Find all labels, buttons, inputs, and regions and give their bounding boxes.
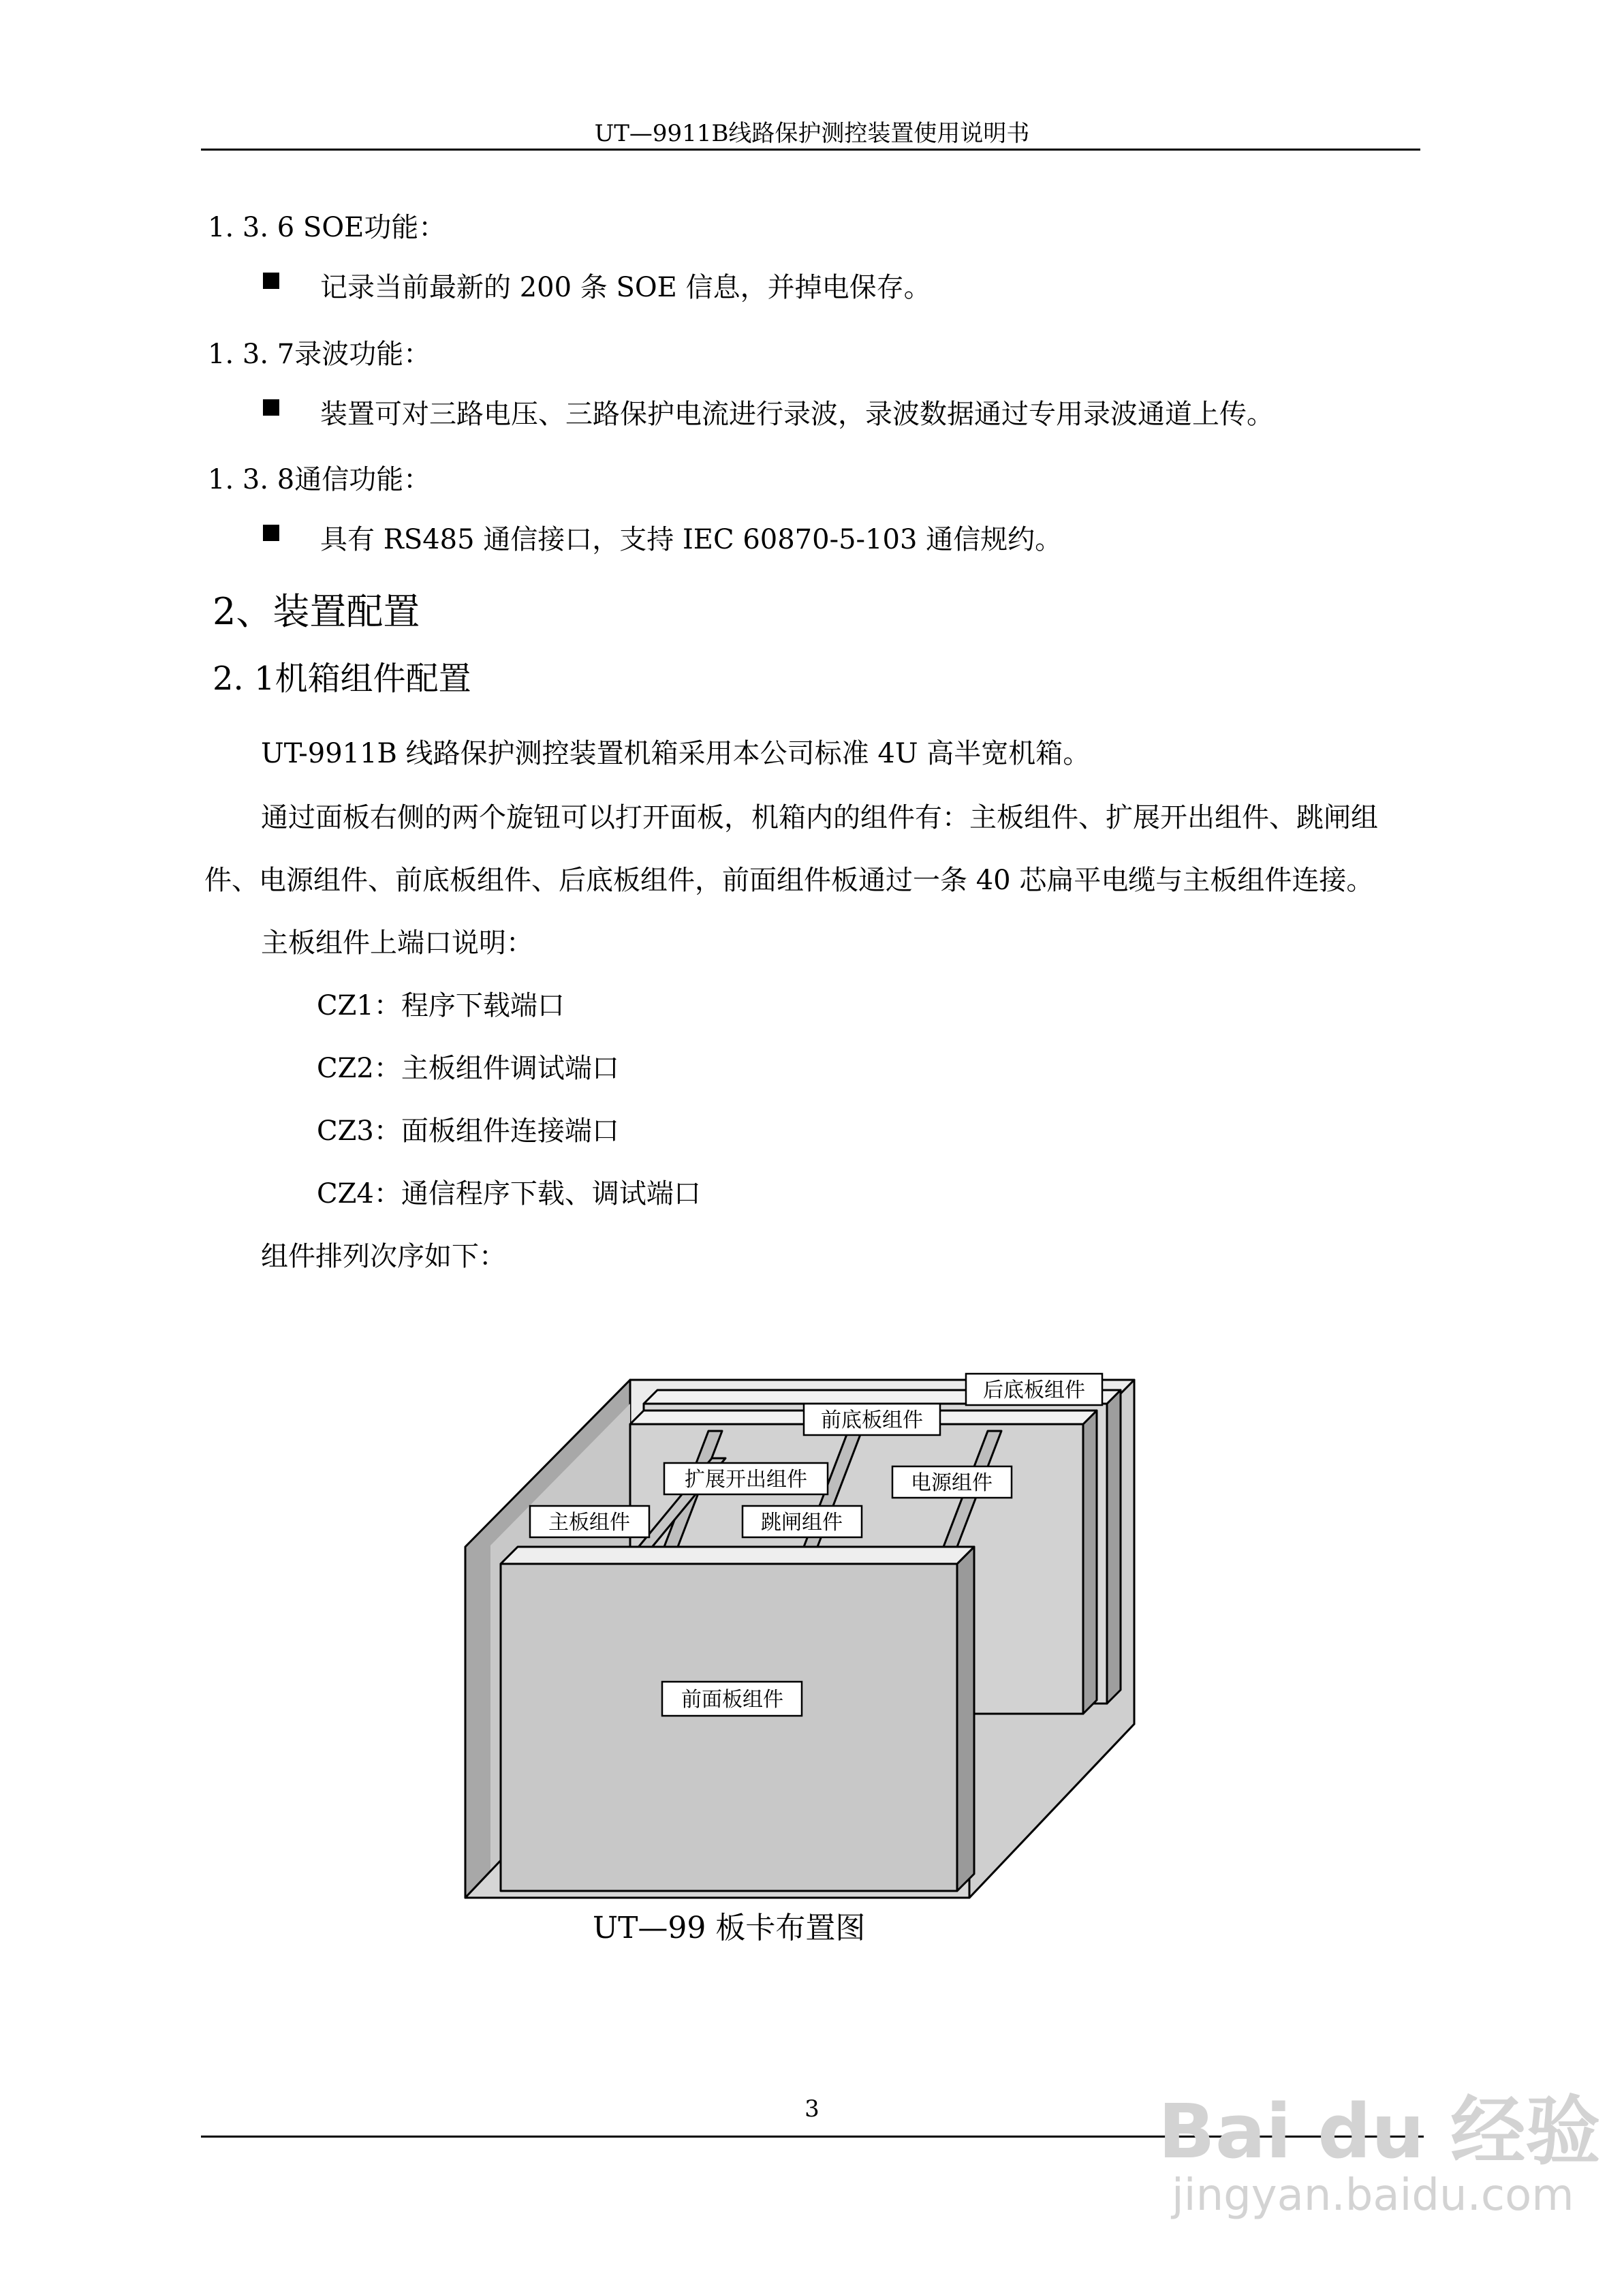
- bullet-text-recording: 装置可对三路电压、三路保护电流进行录波，录波数据通过专用录波通道上传。: [320, 399, 1274, 430]
- section-heading-recording: 1. 3. 7录波功能：: [208, 339, 431, 370]
- label-main: 主板组件: [548, 1511, 630, 1535]
- label-front-base: 前底板组件: [821, 1408, 923, 1432]
- port-item: CZ1：程序下载端口: [317, 990, 565, 1021]
- ports-intro: 主板组件上端口说明：: [261, 927, 533, 959]
- page-header-title: UT—9911B线路保护测控装置使用说明书: [594, 120, 1030, 147]
- chapter-title: 2、装置配置: [213, 590, 420, 633]
- label-rear-base: 后底板组件: [983, 1378, 1085, 1402]
- section-heading-communication: 1. 3. 8通信功能：: [208, 464, 431, 495]
- front-panel-board: [501, 1564, 957, 1891]
- label-front-panel: 前面板组件: [681, 1688, 783, 1712]
- port-item: CZ4：通信程序下载、调试端口: [317, 1178, 701, 1210]
- bullet-text-soe: 记录当前最新的 200 条 SOE 信息，并掉电保存。: [320, 272, 931, 303]
- port-item: CZ2：主板组件调试端口: [317, 1053, 619, 1084]
- watermark-brand: Bai du 经验: [1158, 2088, 1601, 2175]
- page-number: 3: [805, 2095, 819, 2123]
- diagram-caption: UT—99 板卡布置图: [593, 1911, 866, 1945]
- port-item: CZ3：面板组件连接端口: [317, 1115, 619, 1147]
- watermark-url: jingyan.baidu.com: [1172, 2170, 1574, 2221]
- paragraph-components-line2: 件、电源组件、前底板组件、后底板组件，前面组件板通过一条 40 芯扁平电缆与主板组件连接。: [204, 865, 1374, 896]
- label-power: 电源组件: [911, 1471, 993, 1495]
- paragraph-components-line1: 通过面板右侧的两个旋钮可以打开面板，机箱内的组件有：主板组件、扩展开出组件、跳闸组: [261, 802, 1378, 833]
- section-heading-soe: 1. 3. 6 SOE功能：: [208, 212, 446, 243]
- label-expansion: 扩展开出组件: [685, 1468, 807, 1492]
- bullet-text-communication: 具有 RS485 通信接口，支持 IEC 60870-5-103 通信规约。: [320, 524, 1063, 555]
- paragraph-chassis: UT-9911B 线路保护测控装置机箱采用本公司标准 4U 高半宽机箱。: [261, 738, 1091, 769]
- subsection-title: 2. 1机箱组件配置: [213, 660, 471, 698]
- order-intro: 组件排列次序如下：: [261, 1241, 506, 1272]
- label-trip: 跳闸组件: [761, 1511, 843, 1535]
